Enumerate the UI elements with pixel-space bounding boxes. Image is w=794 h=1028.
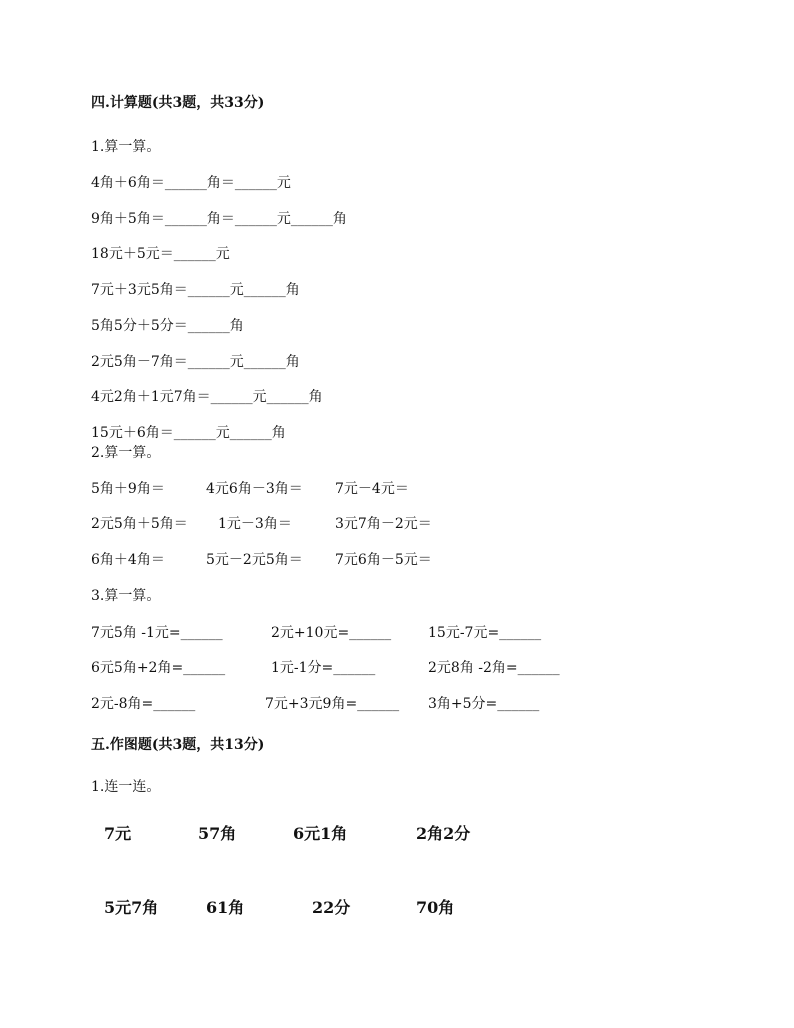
problem-cell: 7元+3元9角=______: [265, 696, 400, 712]
problem-line: 7元＋3元5角＝______元______角: [91, 282, 300, 298]
problem-line: 5角5分＋5分＝______角: [91, 318, 244, 334]
problem-cell: 3角+5分=______: [428, 696, 540, 712]
question-4-1-title: 1.算一算。: [91, 139, 161, 155]
section-5-title: 五.作图题(共3题，共13分): [91, 737, 265, 753]
problem-cell: 2元-8角=______: [91, 696, 196, 712]
match-item-top: 6元1角: [293, 824, 348, 843]
problem-line: 2元5角－7角＝______元______角: [91, 354, 300, 370]
question-5-1-title: 1.连一连。: [91, 779, 161, 795]
problem-cell: 1元－3角＝: [218, 516, 292, 532]
question-4-2-title: 2.算一算。: [91, 445, 161, 461]
match-item-top: 57角: [198, 824, 237, 843]
match-item-bottom: 5元7角: [104, 898, 159, 917]
problem-line: 4角＋6角＝______角＝______元: [91, 175, 291, 191]
match-item-bottom: 70角: [416, 898, 455, 917]
problem-line: 15元＋6角＝______元______角: [91, 425, 286, 441]
problem-cell: 1元-1分=______: [271, 660, 376, 676]
problem-cell: 2元+10元=______: [271, 625, 392, 641]
problem-line: 18元＋5元＝______元: [91, 246, 230, 262]
match-item-bottom: 22分: [312, 898, 351, 917]
problem-cell: 5元－2元5角＝: [206, 552, 303, 568]
problem-cell: 7元－4元＝: [335, 481, 409, 497]
problem-cell: 4元6角－3角＝: [206, 481, 303, 497]
section-4-title: 四.计算题(共3题，共33分): [91, 95, 265, 111]
problem-cell: 6元5角+2角=______: [91, 660, 226, 676]
problem-cell: 7元6角－5元＝: [335, 552, 432, 568]
problem-cell: 7元5角 -1元=______: [91, 625, 223, 641]
problem-cell: 5角＋9角＝: [91, 481, 165, 497]
problem-line: 4元2角＋1元7角＝______元______角: [91, 389, 323, 405]
problem-cell: 15元-7元=______: [428, 625, 542, 641]
match-item-top: 7元: [104, 824, 132, 843]
match-item-bottom: 61角: [206, 898, 245, 917]
problem-cell: 2元8角 -2角=______: [428, 660, 560, 676]
problem-cell: 6角＋4角＝: [91, 552, 165, 568]
problem-cell: 2元5角＋5角＝: [91, 516, 188, 532]
problem-cell: 3元7角－2元＝: [335, 516, 432, 532]
problem-line: 9角＋5角＝______角＝______元______角: [91, 211, 347, 227]
question-4-3-title: 3.算一算。: [91, 588, 161, 604]
match-item-top: 2角2分: [416, 824, 471, 843]
